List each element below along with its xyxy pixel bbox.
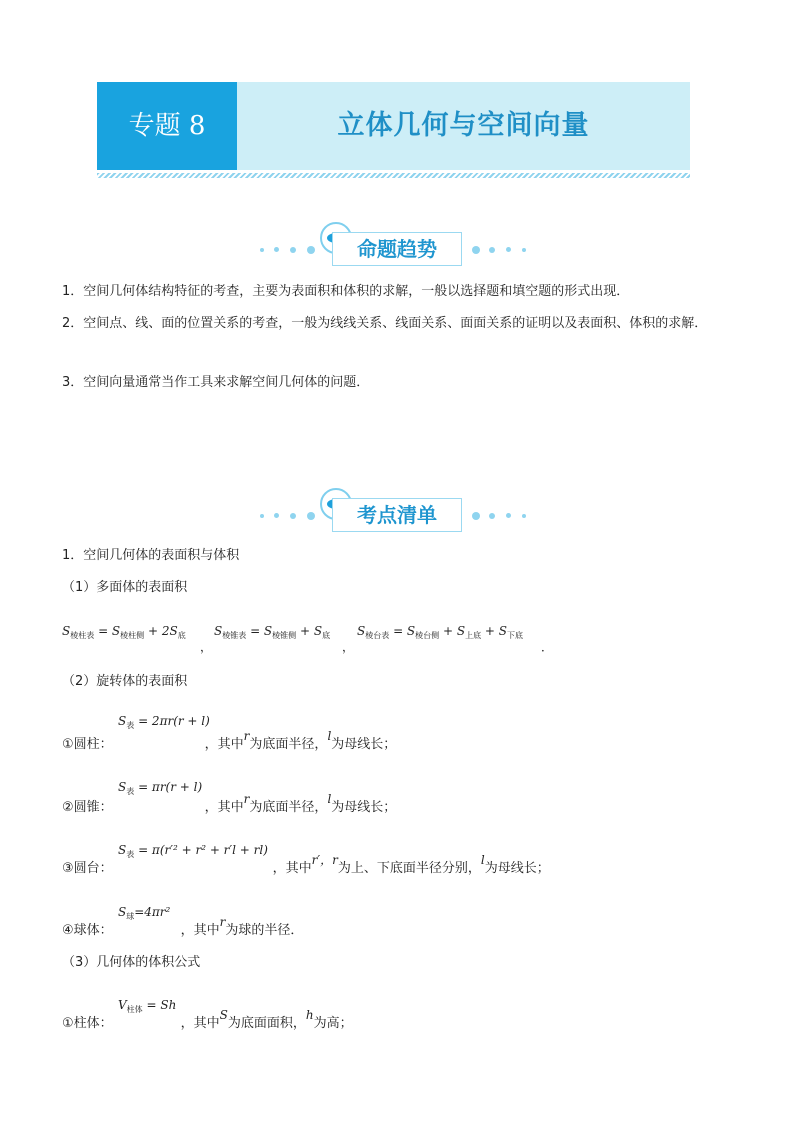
subheading-revolution: （2）旋转体的表面积 — [62, 674, 188, 689]
banner-divider — [97, 173, 690, 178]
subheading-volume: （3）几何体的体积公式 — [62, 955, 201, 970]
decor-dots-right — [472, 512, 532, 520]
formula-cylinder-surface: $S_表 = 2\pi r(r + l)$ — [118, 714, 210, 730]
topic-number: 专题 8 — [97, 82, 237, 170]
formula-prism-surface: $S_{棱柱表} = S_{棱柱侧} + 2S_底$ — [62, 624, 186, 640]
checklist-heading: 1．空间几何体的表面积与体积 — [62, 548, 240, 563]
formula-sphere-surface: $S_球=4\pi r^2$ — [118, 905, 171, 921]
formula-frustum-surface: $S_{棱台表} = S_{棱台侧} + S_{上底} + S_{下底}$ — [357, 624, 523, 640]
trend-item-1: 1．空间几何体结构特征的考查，主要为表面积和体积的求解，一般以选择题和填空题的形式出现． — [62, 284, 630, 299]
decor-dots-left — [260, 246, 320, 254]
subheading-polyhedra: （1）多面体的表面积 — [62, 580, 188, 595]
topic-banner — [97, 82, 690, 170]
trend-item-2: 2．空间点、线、面的位置关系的考查，一般为线线关系、线面关系、面面关系的证明以及表面积、体积的求解． — [62, 316, 708, 331]
decor-dots-right — [472, 246, 532, 254]
trend-item-3: 3．空间向量通常当作工具来求解空间几何体的问题． — [62, 375, 370, 390]
formula-cone-surface: $S_表 = \pi r(r + l)$ — [118, 780, 203, 796]
formula-prism-volume: $V_{柱体} = Sh$ — [118, 998, 177, 1014]
separator: ， — [200, 640, 213, 654]
prism-volume-line: ①柱体： ，其中S为底面面积，h为高； — [62, 1008, 353, 1031]
section-header-checklist — [0, 488, 793, 538]
frustum-line: ③圆台： ，其中r′，r为上、下底面半径分别，l为母线长； — [62, 853, 550, 876]
section-title: 考点清单 — [332, 498, 462, 532]
topic-title: 立体几何与空间向量 — [337, 110, 590, 141]
sphere-line: ④球体： ，其中r为球的半径． — [62, 915, 304, 938]
period: ． — [541, 640, 554, 654]
cone-line: ②圆锥： ，其中r为底面半径，l为母线长； — [62, 792, 397, 815]
cylinder-line: ①圆柱： ，其中r为底面半径，l为母线长； — [62, 729, 397, 752]
section-header-trends — [0, 222, 793, 272]
decor-dots-left — [260, 512, 320, 520]
formula-frustum-cone-surface: $S_表 = \pi(r'^2 + r^2 + r'l + rl)$ — [118, 843, 268, 859]
section-title: 命题趋势 — [332, 232, 462, 266]
separator: ， — [342, 640, 355, 654]
formula-pyramid-surface: $S_{棱锥表} = S_{棱锥侧} + S_底$ — [214, 624, 331, 640]
